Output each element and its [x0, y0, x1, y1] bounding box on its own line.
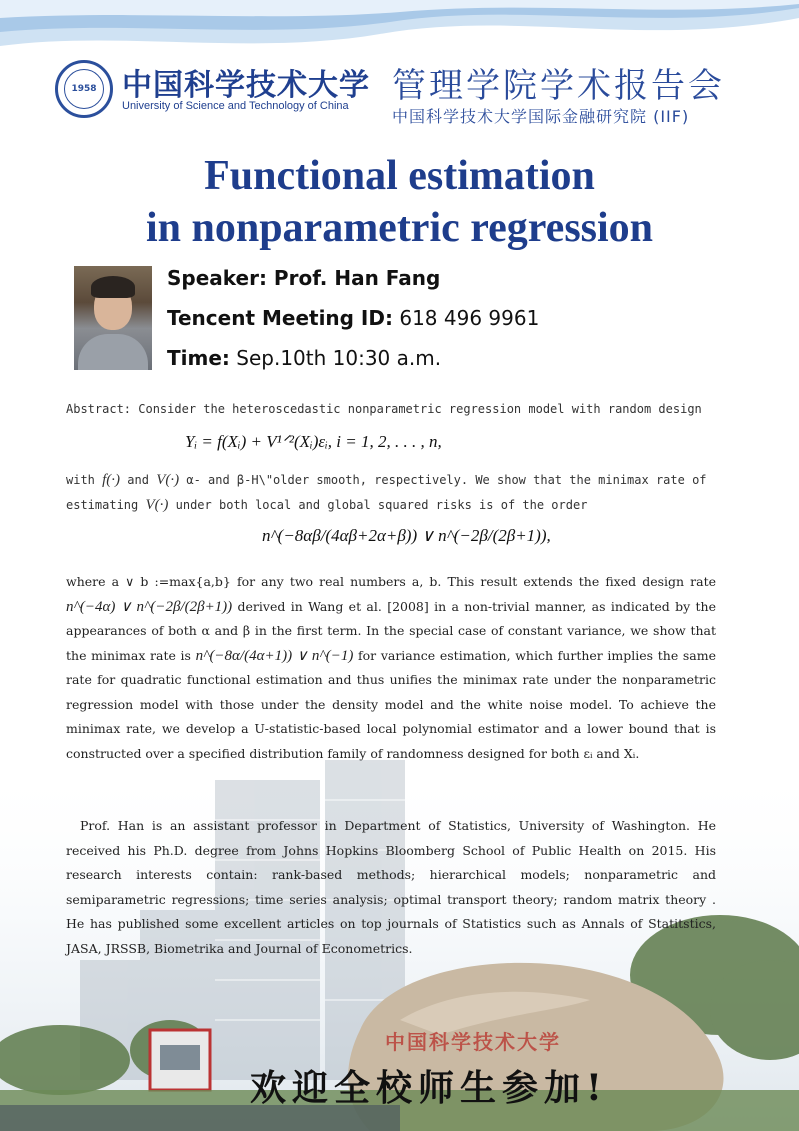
meeting-line	[167, 306, 539, 330]
time-label: Time:	[167, 346, 230, 370]
fixed-design-rate: n^(−4α) ∨ n^(−2β/(2β+1))	[66, 598, 233, 615]
f-function: f(·)	[102, 472, 121, 488]
speaker-bio: Prof. Han is an assistant professor in Department of Statistics, University of Washington. He received his Ph.D. degree from Johns Hopkins Bloomberg School of Public Health on 2015. His research interests contain: rank-based methods; hierarchical models; nonparametric and semiparametric regressions; time series analysis; optimal transport theory; random matrix theory . He has published some excellent articles on top journals of Statistics such as Annals of Statitstics, JASA, JRSSB, Biometrika and Journal of Econometrics.	[66, 818, 716, 956]
regression-equation: Yᵢ = f(Xᵢ) + V¹ᐟ²(Xᵢ)εᵢ, i = 1, 2, . . . , n,	[185, 432, 442, 451]
with-text: with	[66, 473, 95, 487]
welcome-banner: 欢迎全校师生参加!	[250, 1067, 608, 1109]
abstract-body-part2: derived in Wang et al. [2008] in a non-trivial manner, as indicated by the appearances of both α and β in the first term. In the special case of constant variance, we show that the minimax rate is	[66, 598, 716, 663]
university-name-cn: 中国科学技术大学	[122, 68, 370, 103]
speaker-label: Speaker: Prof. Han Fang	[167, 266, 441, 290]
meeting-id: 618 496 9961	[399, 306, 540, 330]
smoothness-text: α- and β-H\"older smooth, respectively. We show that the minimax rate of	[179, 473, 707, 487]
university-name-en: University of Science and Technology of China	[122, 100, 349, 112]
university-seal-logo	[55, 60, 113, 118]
abstract-smoothness-line	[66, 472, 716, 489]
talk-title-line2: in nonparametric regression	[145, 205, 654, 251]
abstract-body-part3: for variance estimation, which further implies the same rate for quadratic functional estimation and thus unifies the minimax rate under the nonparametric regression model with those under the density model and the white noise model. To achieve the minimax rate, we develop a U-statistic-based local polynomial estimator and a lower bound that is constructed over a specified distribution family of randomness designed for both εᵢ and Xᵢ.	[66, 647, 716, 761]
meeting-label: Tencent Meeting ID:	[167, 306, 393, 330]
abstract-estimating-line	[66, 497, 587, 514]
time-line	[167, 346, 441, 370]
speaker-photo	[74, 266, 152, 370]
abstract-body-part1: where a ∨ b :=max{a,b} for any two real numbers a, b. This result extends the fixed design rate	[66, 574, 716, 589]
v-function: V(·)	[156, 472, 180, 488]
series-title: 管理学院学术报告会	[392, 66, 725, 106]
rock-inscription: 中国科学技术大学	[385, 1030, 561, 1054]
abstract-body	[66, 570, 716, 766]
estimating-text: estimating	[66, 498, 139, 512]
abstract-intro: Abstract: Consider the heteroscedastic nonparametric regression model with random design	[66, 402, 702, 416]
risk-text: under both local and global squared risks is of the order	[168, 498, 588, 512]
seal-year: 1958	[64, 69, 104, 109]
and-text: and	[127, 473, 149, 487]
talk-title-line1: Functional estimation	[204, 153, 595, 199]
series-subtitle: 中国科学技术大学国际金融研究院 (IIF)	[392, 107, 690, 126]
minimax-rate-equation: n^(−8αβ/(4αβ+2α+β)) ∨ n^(−2β/(2β+1)),	[262, 526, 551, 545]
time-value: Sep.10th 10:30 a.m.	[236, 346, 442, 370]
speaker-line	[167, 266, 440, 290]
constant-variance-rate: n^(−8α/(4α+1)) ∨ n^(−1)	[195, 647, 354, 664]
v-function-2: V(·)	[145, 497, 169, 513]
talk-title	[0, 150, 799, 254]
